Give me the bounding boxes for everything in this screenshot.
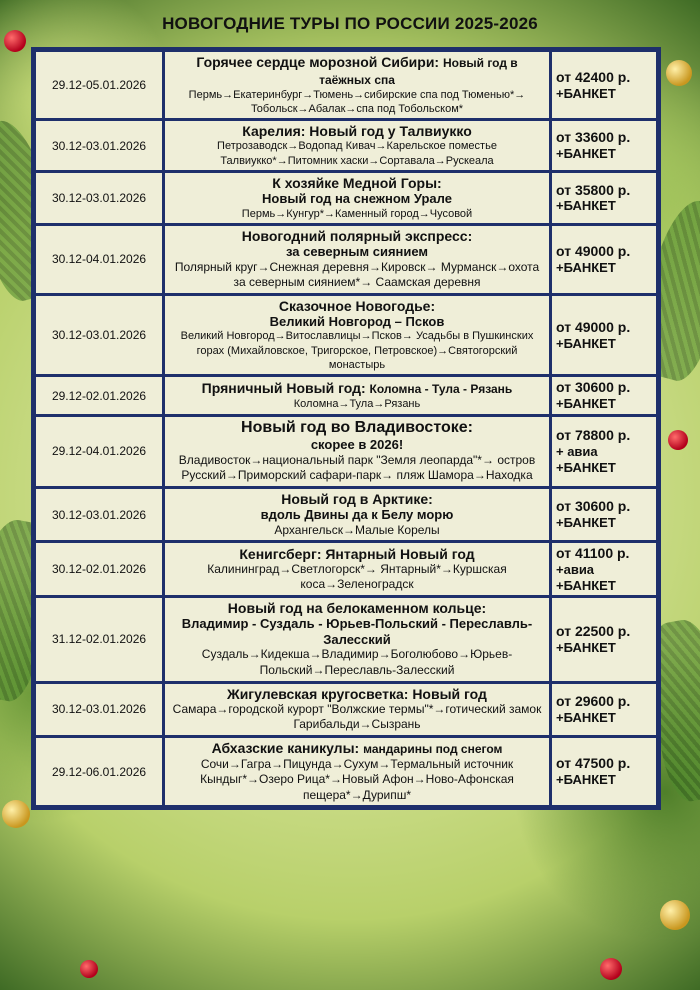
christmas-ball-icon — [668, 430, 688, 450]
tour-price: от 78800 р. + авиа +БАНКЕТ — [552, 417, 656, 486]
tour-title: Новый год в Арктике: — [281, 490, 433, 507]
tour-info — [165, 684, 549, 735]
tour-title: К хозяйке Медной Горы: — [272, 174, 442, 191]
tour-dates: 29.12-05.01.2026 — [36, 52, 162, 118]
tour-dates: 30.12-02.01.2026 — [36, 543, 162, 595]
tour-route: Петрозаводск→Водопад Кивач→Карельское поместье Талвиукко*→Питомник хаски→Сортавала→Рускеала — [217, 140, 497, 167]
tour-route: Пермь→Кунгур*→Каменный город→Чусовой — [241, 207, 473, 220]
tour-route: Суздаль→Кидекша→Владимир→Боголюбово→Юрьев-Польский→Переславль-Залесский — [201, 647, 513, 678]
christmas-ball-icon — [666, 60, 692, 86]
tour-info — [165, 598, 549, 680]
tour-row — [36, 489, 656, 540]
tour-route: Полярный круг→Снежная деревня→Кировск→ Мурманск→охота за северным сиянием*→ Саамская деревня — [174, 259, 540, 290]
tour-price: от 30600 р. +БАНКЕТ — [552, 377, 656, 413]
tour-title: Жигулевская кругосветка: Новый год — [227, 685, 487, 702]
tour-info — [165, 489, 549, 540]
tour-route: Сочи→Гагра→Пицунда→Сухум→Термальный источник Кындыг*→Озеро Рица*→Новый Афон→Ново-Афонская пещера*→Дурипш* — [200, 756, 514, 802]
tour-title: Кенигсберг: Янтарный Новый год — [239, 545, 475, 562]
tour-dates: 30.12-03.01.2026 — [36, 173, 162, 223]
tour-row — [36, 296, 656, 375]
tour-subtitle: за северным сиянием — [285, 243, 429, 259]
tour-row — [36, 377, 656, 413]
tour-dates: 29.12-04.01.2026 — [36, 417, 162, 486]
tour-subtitle: Великий Новгород – Псков — [269, 313, 445, 329]
tour-row — [36, 173, 656, 223]
tour-dates: 30.12-03.01.2026 — [36, 489, 162, 540]
tour-route: Калининград→Светлогорск*→ Янтарный*→Куршская коса→Зеленоградск — [207, 561, 507, 592]
tour-info — [165, 52, 549, 118]
tour-row — [36, 121, 656, 170]
tour-price: от 49000 р. +БАНКЕТ — [552, 296, 656, 375]
tour-route: Самара→городской курорт "Волжские термы"*→готический замок Гарибальди→Сызрань — [172, 701, 542, 732]
tour-subtitle: Владимир - Суздаль - Юрьев-Польский - Переславль-Залесский — [181, 616, 533, 647]
tour-info — [165, 377, 549, 413]
tour-price: от 42400 р. +БАНКЕТ — [552, 52, 656, 118]
tour-info — [165, 173, 549, 223]
tour-title: Горячее сердце морозной Сибири: Новый год в таёжных спа — [196, 54, 518, 87]
tour-row — [36, 52, 656, 118]
tour-title: Новый год во Владивостоке: — [241, 418, 473, 436]
tour-title: Карелия: Новый год у Талвиукко — [242, 123, 472, 140]
tour-title: Пряничный Новый год: Коломна - Тула - Рязань — [201, 379, 513, 396]
tour-price: от 47500 р. +БАНКЕТ — [552, 738, 656, 806]
tour-subtitle: скорее в 2026! — [310, 437, 404, 453]
tour-price: от 30600 р. +БАНКЕТ — [552, 489, 656, 540]
tour-price: от 29600 р. +БАНКЕТ — [552, 684, 656, 735]
tour-title: Сказочное Новогодье: — [278, 297, 436, 314]
tour-route: Пермь→Екатеринбург→Тюмень→сибирские спа под Тюменью*→ Тобольск→Абалак→спа под Тобольском* — [188, 88, 526, 115]
tour-info — [165, 226, 549, 293]
tour-route: Владивосток→национальный парк "Земля леопарда"*→ остров Русский→Приморский сафари-парк→ пляж Шамора→Находка — [178, 452, 536, 483]
page-title: НОВОГОДНИЕ ТУРЫ ПО РОССИИ 2025-2026 — [162, 14, 538, 33]
tour-row — [36, 226, 656, 293]
tour-subtitle: Новый год на снежном Урале — [262, 190, 452, 206]
tour-dates: 29.12-02.01.2026 — [36, 377, 162, 413]
tour-info — [165, 296, 549, 375]
tour-price: от 33600 р. +БАНКЕТ — [552, 121, 656, 170]
tour-route: Великий Новгород→Витославлицы→Псков→ Усадьбы в Пушкинских горах (Михайловское, Тригорское, Петровское)→Святогорский монастырь — [180, 330, 534, 372]
tour-row — [36, 417, 656, 486]
tour-price: от 49000 р. +БАНКЕТ — [552, 226, 656, 293]
tour-dates: 31.12-02.01.2026 — [36, 598, 162, 680]
tour-info — [165, 417, 549, 486]
tour-price: от 41100 р. +авиа +БАНКЕТ — [552, 543, 656, 595]
christmas-ball-icon — [600, 958, 622, 980]
tour-route: Коломна→Тула→Рязань — [293, 397, 421, 410]
tour-price: от 22500 р. +БАНКЕТ — [552, 598, 656, 680]
tour-info — [165, 738, 549, 806]
tour-row — [36, 543, 656, 595]
tour-subtitle: вдоль Двины да к Белу морю — [260, 506, 454, 522]
tour-route: Архангельск→Малые Корелы — [274, 522, 440, 537]
tour-title: Новый год на белокаменном кольце: — [227, 600, 487, 617]
christmas-ball-icon — [80, 960, 98, 978]
tour-title: Новогодний полярный экспресс: — [241, 227, 473, 244]
tours-table — [31, 47, 661, 810]
tour-title: Абхазские каникулы: мандарины под снегом — [211, 739, 503, 756]
tour-dates: 30.12-03.01.2026 — [36, 684, 162, 735]
tour-info — [165, 543, 549, 595]
christmas-ball-icon — [660, 900, 690, 930]
christmas-ball-icon — [2, 800, 30, 828]
tour-row — [36, 598, 656, 680]
tour-dates: 30.12-03.01.2026 — [36, 296, 162, 375]
tour-dates: 30.12-04.01.2026 — [36, 226, 162, 293]
tour-price: от 35800 р. +БАНКЕТ — [552, 173, 656, 223]
tour-dates: 30.12-03.01.2026 — [36, 121, 162, 170]
tour-dates: 29.12-06.01.2026 — [36, 738, 162, 806]
tour-info — [165, 121, 549, 170]
tour-row — [36, 738, 656, 806]
tour-row — [36, 684, 656, 735]
